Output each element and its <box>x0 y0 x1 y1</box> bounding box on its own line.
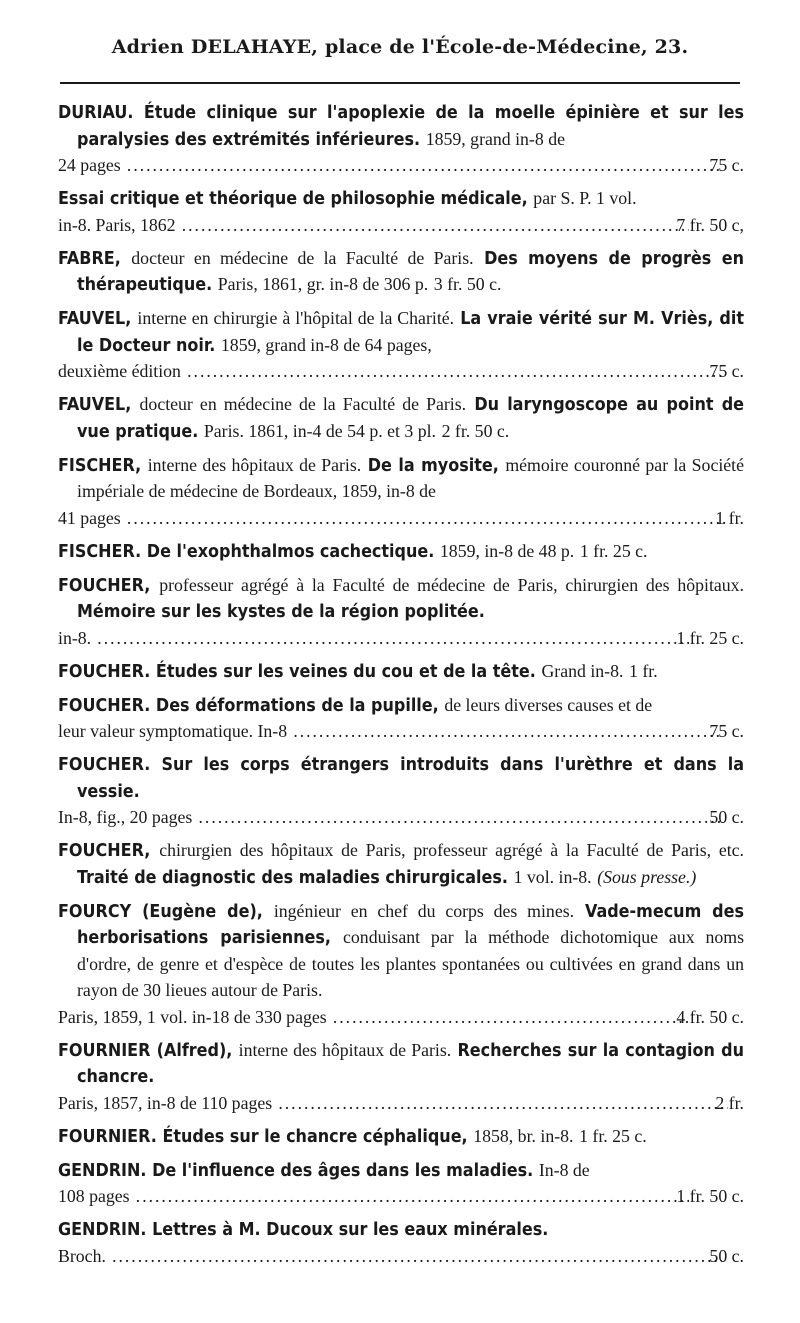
entry-price: 1 fr. 25 c. <box>579 540 648 561</box>
entry-title: Études sur le chancre céphalique, <box>162 1125 468 1147</box>
entry-publication: Grand in-8. <box>541 660 624 681</box>
entry-publication: de leurs diverses causes et de <box>444 694 653 715</box>
entry-price: 2 fr. <box>715 1092 744 1113</box>
entry-price: 1 fr. 25 c. <box>676 627 744 648</box>
entry-publication-tail: In-8, fig., 20 pages <box>58 807 193 827</box>
dot-leader <box>187 359 722 385</box>
entry-title: Lettres à M. Ducoux sur les eaux minérales. <box>152 1219 549 1240</box>
entry-author: FABRE, <box>58 247 121 269</box>
entry-price-line <box>58 719 744 745</box>
entry-publication: 1859, grand in-8 de 64 pages, <box>220 334 432 355</box>
catalogue-entry <box>58 186 744 238</box>
entry-price-line <box>58 805 744 831</box>
catalogue-entries <box>58 100 744 1277</box>
entry-publication: In-8 de <box>538 1159 590 1180</box>
entry-title: Des déformations de la pupille, <box>155 694 439 716</box>
entry-price: 1 fr. <box>715 507 744 528</box>
entry-price: 1 fr. 50 c. <box>676 1186 744 1206</box>
catalogue-entry <box>58 539 744 566</box>
dot-leader <box>97 626 689 652</box>
catalogue-entry <box>58 246 744 299</box>
entry-author: FOUCHER, <box>58 840 151 861</box>
catalogue-entry <box>58 899 744 1031</box>
dot-leader <box>136 1184 690 1210</box>
catalogue-entry <box>58 1217 744 1269</box>
entry-price: 50 c. <box>709 807 744 827</box>
dot-leader <box>278 1091 728 1117</box>
running-header: Adrien DELAHAYE, place de l'École-de-Médecine, 23. <box>111 36 689 58</box>
entry-description: interne des hôpitaux de Paris. <box>238 1039 452 1060</box>
catalogue-entry <box>58 306 744 385</box>
dot-leader <box>293 719 722 745</box>
entry-description: professeur agrégé à la Faculté de médecine de Paris, chirurgien des hôpitaux. <box>159 574 745 595</box>
entry-author: FAUVEL, <box>58 308 132 329</box>
entry-publication-tail: in-8. Paris, 1862 <box>58 214 176 235</box>
entry-price: 2 fr. 50 c. <box>441 420 510 441</box>
entry-title: La vraie vérité sur M. Vriès, dit le Docteur noir. <box>77 308 744 356</box>
catalogue-entry <box>58 1038 744 1117</box>
entry-description: chirurgien des hôpitaux de Paris, professeur agrégé à la Faculté de Paris, etc. <box>159 840 744 860</box>
entry-description: ingénieur en chef du corps des mines. <box>273 900 575 921</box>
dot-leader <box>182 213 690 239</box>
entry-title: Des moyens de progrès en thérapeutique. <box>77 247 744 295</box>
entry-price-line <box>58 213 744 239</box>
dot-leader <box>127 506 729 532</box>
entry-author: FOURCY (Eugène de), <box>58 900 263 922</box>
entry-author: GENDRIN. <box>58 1159 147 1181</box>
entry-publication-tail: Broch. <box>58 1245 106 1266</box>
entry-publication-tail: in-8. <box>58 627 92 648</box>
entry-price-line <box>58 1184 744 1210</box>
entry-author: FOURNIER (Alfred), <box>58 1039 233 1061</box>
entry-publication-tail: 41 pages <box>58 507 121 528</box>
entry-publication-tail: 24 pages <box>58 155 121 175</box>
entry-price: 75 c. <box>709 361 744 381</box>
dot-leader <box>127 153 723 179</box>
catalogue-entry <box>58 838 744 891</box>
entry-price-line <box>58 506 744 532</box>
entry-price-line <box>58 1005 744 1031</box>
dot-leader <box>333 1005 690 1031</box>
entry-publication: Paris. 1861, in-4 de 54 p. et 3 pl. <box>203 420 436 441</box>
entry-author: FOURNIER. <box>58 1125 157 1147</box>
entry-publication: mémoire couronné par la Société impériale de médecine de Bordeaux, 1859, in-8 de <box>77 454 745 501</box>
entry-title: Études sur les veines du cou et de la tête. <box>155 660 536 682</box>
catalogue-entry <box>58 392 744 445</box>
catalogue-entry <box>58 752 744 831</box>
entry-title: Essai critique et théorique de philosophie médicale, <box>58 188 528 209</box>
entry-publication: 1859, in-8 de 48 p. <box>439 540 575 561</box>
catalogue-entry <box>58 1124 744 1151</box>
entry-author: FISCHER. <box>58 540 142 562</box>
entry-publication-tail: deuxième édition <box>58 361 181 381</box>
entry-author: FOUCHER. <box>58 660 151 682</box>
dot-leader <box>112 1244 723 1270</box>
entry-author: DURIAU. <box>58 102 134 123</box>
entry-publication: 1858, br. in-8. <box>473 1125 574 1146</box>
entry-price-line <box>58 359 744 385</box>
entry-publication-tail: leur valeur symptomatique. In-8 <box>58 721 288 741</box>
entry-publication-tail: 108 pages <box>58 1186 130 1206</box>
catalogue-entry <box>58 693 744 745</box>
header-rule <box>60 82 740 84</box>
entry-price-line <box>58 1244 744 1270</box>
entry-price-line <box>58 1091 744 1117</box>
entry-price: 3 fr. 50 c. <box>433 274 502 294</box>
entry-price: 1 fr. 25 c. <box>579 1125 647 1146</box>
entry-publication-tail: Paris, 1857, in-8 de 110 pages <box>58 1092 273 1113</box>
entry-title: Traité de diagnostic des maladies chirurgicales. <box>77 866 508 888</box>
entry-publication: 1859, grand in-8 de <box>425 128 565 149</box>
entry-title: Mémoire sur les kystes de la région poplitée. <box>77 601 485 622</box>
entry-title: Sur les corps étrangers introduits dans l'urèthre et dans la vessie. <box>77 754 744 802</box>
entry-author: FOUCHER, <box>58 574 151 596</box>
entry-price-line <box>58 626 744 652</box>
entry-price: 50 c. <box>709 1245 744 1266</box>
entry-description: docteur en médecine de la Faculté de Paris. <box>139 394 467 414</box>
entry-description: interne des hôpitaux de Paris. <box>147 454 362 475</box>
entry-description: docteur en médecine de la Faculté de Paris. <box>131 247 474 268</box>
dot-leader <box>198 805 722 831</box>
entry-title: Étude clinique sur l'apoplexie de la moelle épinière et sur les paralysies des extrémités inférieures. <box>77 102 744 150</box>
entry-publication: 1 vol. in-8. <box>513 866 592 887</box>
entry-price: 75 c. <box>709 155 744 175</box>
entry-title: Vade-mecum des herborisations parisiennes, <box>77 900 744 948</box>
catalogue-entry <box>58 453 744 532</box>
entry-price: 4 fr. 50 c. <box>676 1006 744 1027</box>
entry-title: Du laryngoscope au point de vue pratique. <box>77 394 744 442</box>
entry-price: 1 fr. <box>629 660 658 681</box>
entry-title: Recherches sur la contagion du chancre. <box>77 1039 744 1087</box>
entry-title: De l'exophthalmos cachectique. <box>146 540 435 562</box>
entry-author: FOUCHER. <box>58 694 151 716</box>
entry-title: De la myosite, <box>367 454 499 476</box>
entry-description: interne en chirurgie à l'hôpital de la Charité. <box>137 308 455 328</box>
entry-publication-tail: Paris, 1859, 1 vol. in-18 de 330 pages <box>58 1006 327 1027</box>
entry-publication: par S. P. 1 vol. <box>533 188 637 208</box>
catalogue-entry <box>58 1158 744 1210</box>
entry-price: 75 c. <box>709 721 744 741</box>
entry-author: GENDRIN. <box>58 1219 147 1240</box>
entry-price: 7 fr. 50 c, <box>676 214 744 235</box>
entry-author: FAUVEL, <box>58 394 132 415</box>
catalogue-entry <box>58 659 744 686</box>
entry-author: FOUCHER. <box>58 754 151 775</box>
entry-title: De l'influence des âges dans les maladies. <box>152 1159 534 1181</box>
entry-publication: conduisant par la méthode dichotomique aux noms d'ordre, de genre et d'espèce de toutes les plantes spontanées ou cultivées en grand dans un rayon de 30 lieues autour de Paris. <box>77 927 744 1000</box>
entry-price-line <box>58 153 744 179</box>
catalogue-entry <box>58 573 744 652</box>
entry-note: (Sous presse.) <box>597 866 697 887</box>
entry-author: FISCHER, <box>58 454 142 476</box>
entry-publication: Paris, 1861, gr. in-8 de 306 p. <box>217 274 429 294</box>
catalogue-entry <box>58 100 744 179</box>
